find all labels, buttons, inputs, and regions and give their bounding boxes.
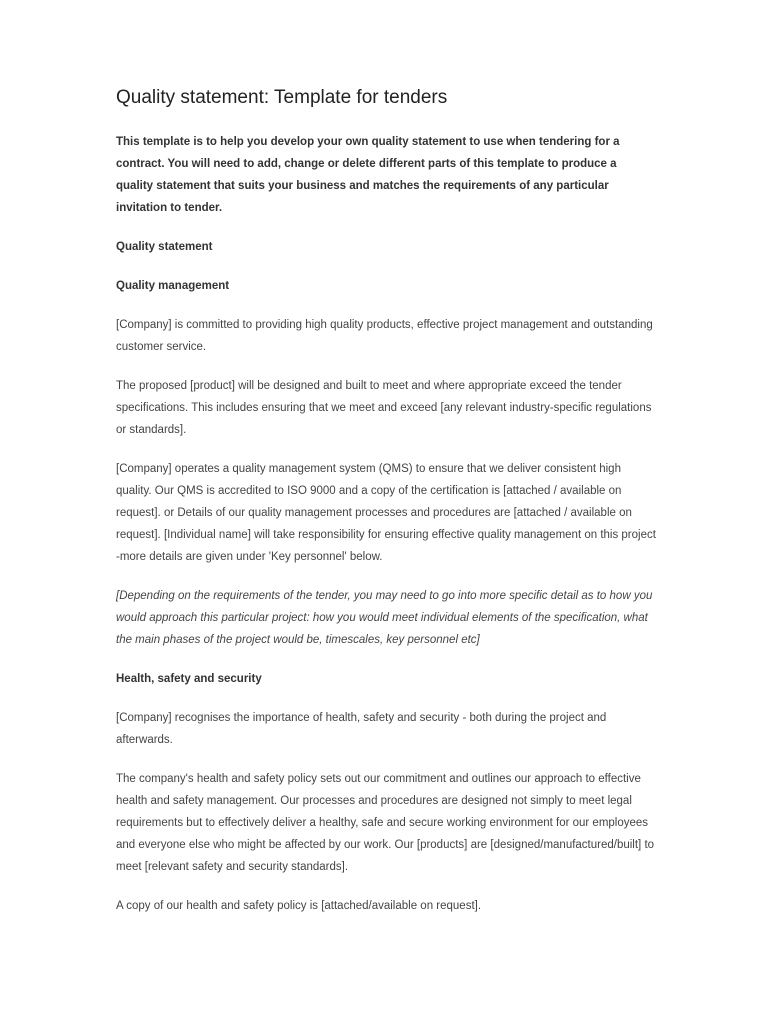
health-safety-paragraph-3: A copy of our health and safety policy is [attached/available on request]. — [116, 900, 482, 912]
quality-management-paragraph-2: The proposed [product] will be designed and built to meet and where appropriate exceed the tender specifications. This includes ensuring that we meet and exceed [any relevant industry-specific regulations or standards]. — [116, 380, 652, 436]
health-safety-paragraph-2: The company's health and safety policy sets out our commitment and outlines our approach to effective health and safety management. Our processes and procedures are designed not simply to meet legal requirements but to effectively deliver a healthy, safe and secure working environment for our employees and everyone else who might be affected by our work. Our [products] are [designed/manufactured/built] to meet [relevant safety and security standards]. — [116, 773, 655, 873]
quality-management-paragraph-3: [Company] operates a quality management system (QMS) to ensure that we deliver consistent high quality. Our QMS is accredited to ISO 9000 and a copy of the certification is [attached / available on request]. or Details of our quality management processes and procedures are [attached / available on request]. [Individual name] will take responsibility for ensuring effective quality management on this project -more details are given under 'Key personnel' below. — [116, 463, 656, 563]
section-heading-health-safety: Health, safety and security — [116, 673, 262, 685]
section-heading-quality-statement: Quality statement — [116, 241, 213, 253]
document-page — [116, 86, 656, 934]
intro-paragraph: This template is to help you develop your own quality statement to use when tendering for a contract. You will need to add, change or delete different parts of this template to produce a quality statement that suits your business and matches the requirements of any particular invitation to tender. — [116, 136, 620, 214]
quality-management-note: [Depending on the requirements of the tender, you may need to go into more specific detail as to how you would approach this particular project: how you would meet individual elements of the specification, what the main phases of the project would be, timescales, key personnel etc] — [116, 590, 653, 646]
health-safety-paragraph-1: [Company] recognises the importance of health, safety and security - both during the project and afterwards. — [116, 712, 607, 746]
quality-management-paragraph-1: [Company] is committed to providing high quality products, effective project management and outstanding customer service. — [116, 319, 653, 353]
section-heading-quality-management: Quality management — [116, 280, 230, 292]
page-title: Quality statement: Template for tenders — [116, 87, 448, 108]
